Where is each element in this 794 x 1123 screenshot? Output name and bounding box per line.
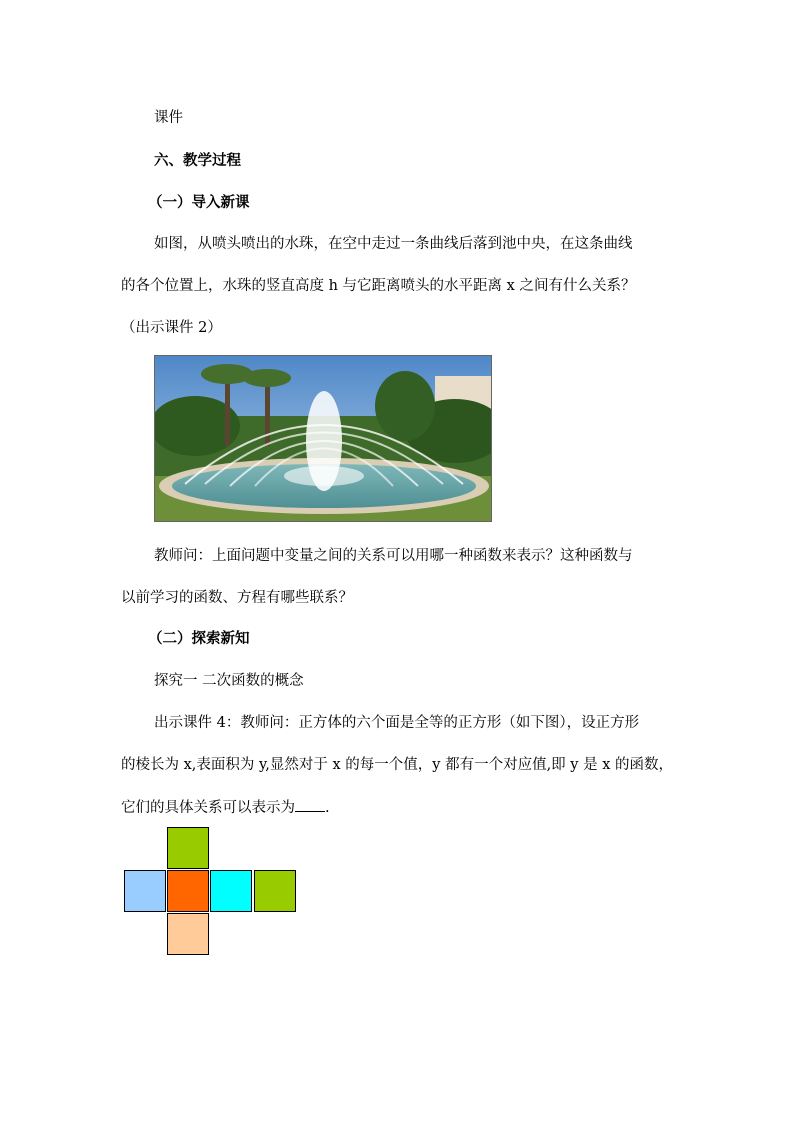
paragraph-line: 的各个位置上，水珠的竖直高度 h 与它距离喷头的水平距离 x 之间有什么关系？ [121,278,636,294]
subsection-heading: （一）导入新课 [148,194,250,211]
cube-face-right [210,870,252,912]
paragraph-line: 如图，从喷头喷出的水珠，在空中走过一条曲线后落到池中央，在这条曲线 [154,236,633,252]
paragraph-line: （出示课件 2） [121,320,222,336]
paragraph-line: 教师问：上面问题中变量之间的关系可以用哪一种函数来表示？这种函数与 [154,548,633,564]
paragraph-text: 它们的具体关系可以表示为 [121,800,295,816]
cube-face-far-right [254,870,296,912]
paragraph-line [121,797,330,818]
section-heading: 六、教学过程 [154,152,241,169]
answer-blank [295,797,325,812]
cube-face-top [167,827,209,869]
cube-face-bottom [167,913,209,955]
paragraph-line: 的棱长为 x,表面积为 y,显然对于 x 的每一个值，y 都有一个对应值,即 y 是 x 的函数， [121,757,673,773]
text-line: 课件 [154,110,183,126]
paragraph-text: . [325,800,330,816]
cube-face-left [124,870,166,912]
fountain-photo [154,355,492,522]
subsection-heading: （二）探索新知 [148,630,250,647]
paragraph-line: 探究一 二次函数的概念 [154,673,304,689]
paragraph-line: 出示课件 4：教师问：正方体的六个面是全等的正方形（如下图），设正方形 [154,715,640,731]
cube-face-center [167,870,209,912]
paragraph-line: 以前学习的函数、方程有哪些联系？ [121,590,353,606]
